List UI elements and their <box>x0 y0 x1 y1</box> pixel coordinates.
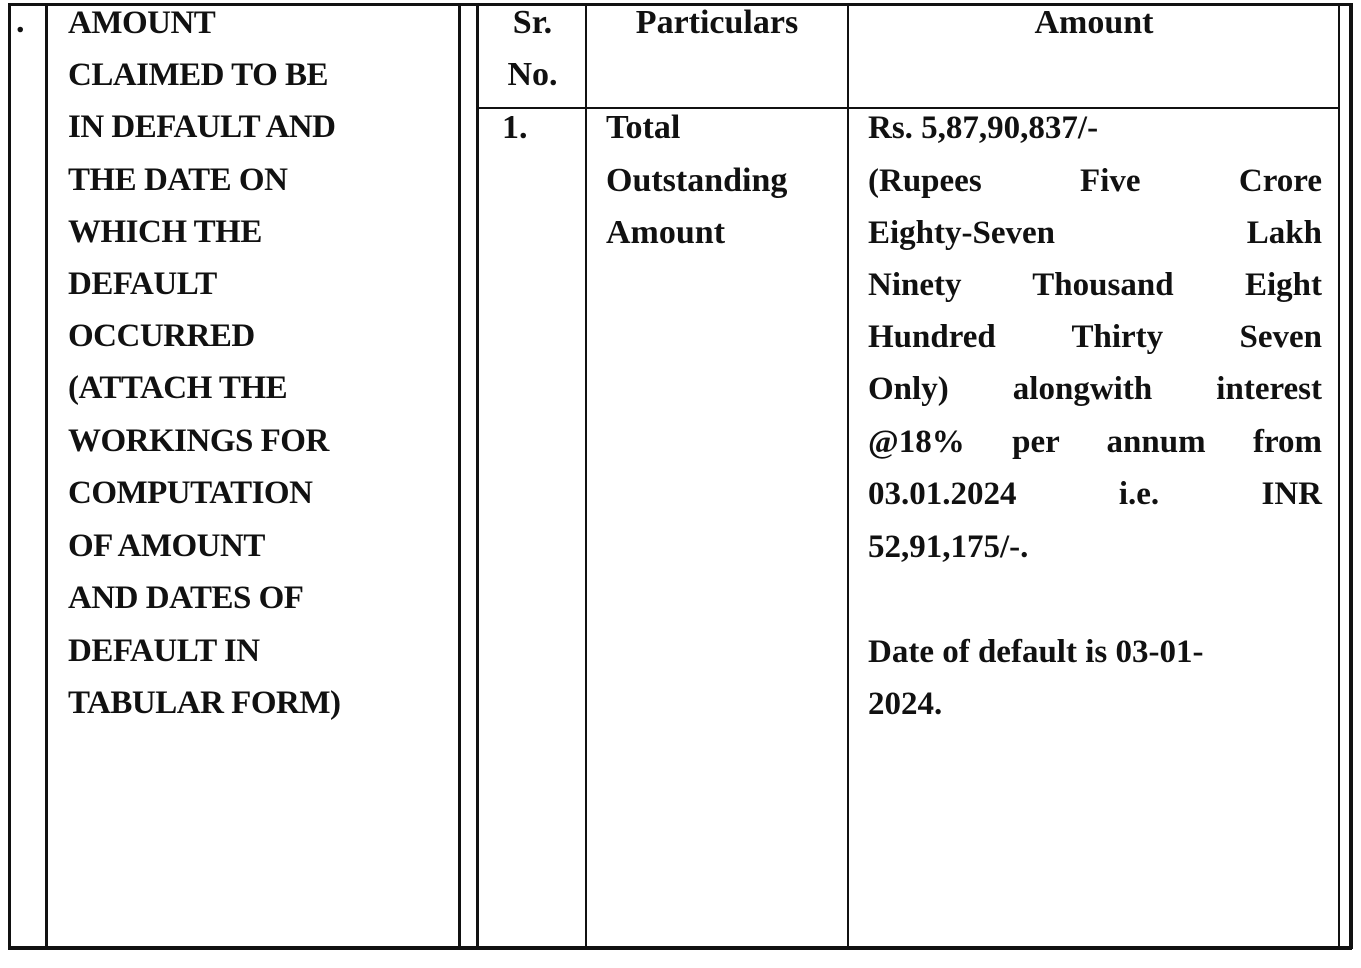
left-heading-line: DEFAULT <box>68 266 217 302</box>
heading-column-divider <box>458 3 461 949</box>
row-marker: . <box>16 3 25 40</box>
left-heading-line: TABULAR FORM) <box>68 685 341 721</box>
amount-line: Rs. 5,87,90,837/- <box>868 110 1099 146</box>
amount-line: Date of default is 03-01- <box>868 634 1204 670</box>
left-heading-line: AMOUNT <box>68 5 216 41</box>
particulars-column-divider <box>847 3 849 949</box>
amount-line: (Rupees Five Crore <box>868 163 1322 199</box>
left-heading-line: CLAIMED TO BE <box>68 57 329 93</box>
sr-no-header-line1: Sr. <box>512 4 553 41</box>
particulars-line: Outstanding <box>606 162 788 199</box>
left-border <box>8 3 11 949</box>
amount-line: 52,91,175/-. <box>868 529 1029 565</box>
amount-line: @18% per annum from <box>868 424 1322 460</box>
amount-line: Ninety Thousand Eight <box>868 267 1322 303</box>
inner-table-left-border <box>476 3 479 949</box>
left-heading-line: IN DEFAULT AND <box>68 109 336 145</box>
outer-right-border <box>1349 3 1353 949</box>
sr-no-header-line2: No. <box>507 56 558 93</box>
particulars-header: Particulars <box>635 4 799 41</box>
left-heading-line: THE DATE ON <box>68 162 288 198</box>
left-heading-line: OCCURRED <box>68 318 255 354</box>
right-border <box>1338 3 1340 949</box>
left-heading-line: WHICH THE <box>68 214 262 250</box>
left-heading-line: COMPUTATION <box>68 475 313 511</box>
amount-line: Eighty-Seven Lakh <box>868 215 1322 251</box>
particulars-line: Total <box>606 109 681 146</box>
left-heading-line: WORKINGS FOR <box>68 423 329 459</box>
sr-no-cell: 1. <box>502 109 528 146</box>
amount-header: Amount <box>1034 4 1154 41</box>
amount-line: 03.01.2024 i.e. INR <box>868 476 1322 512</box>
amount-line: 2024. <box>868 686 943 722</box>
marker-column-divider <box>45 3 48 949</box>
left-heading-line: DEFAULT IN <box>68 633 260 669</box>
bottom-border <box>8 946 1352 950</box>
left-heading-line: OF AMOUNT <box>68 528 265 564</box>
amount-line: Hundred Thirty Seven <box>868 319 1322 355</box>
sr-no-column-divider <box>585 3 587 949</box>
left-heading-line: AND DATES OF <box>68 580 304 616</box>
particulars-line: Amount <box>606 214 726 251</box>
amount-line: Only) alongwith interest <box>868 371 1322 407</box>
left-heading-line: (ATTACH THE <box>68 370 288 406</box>
